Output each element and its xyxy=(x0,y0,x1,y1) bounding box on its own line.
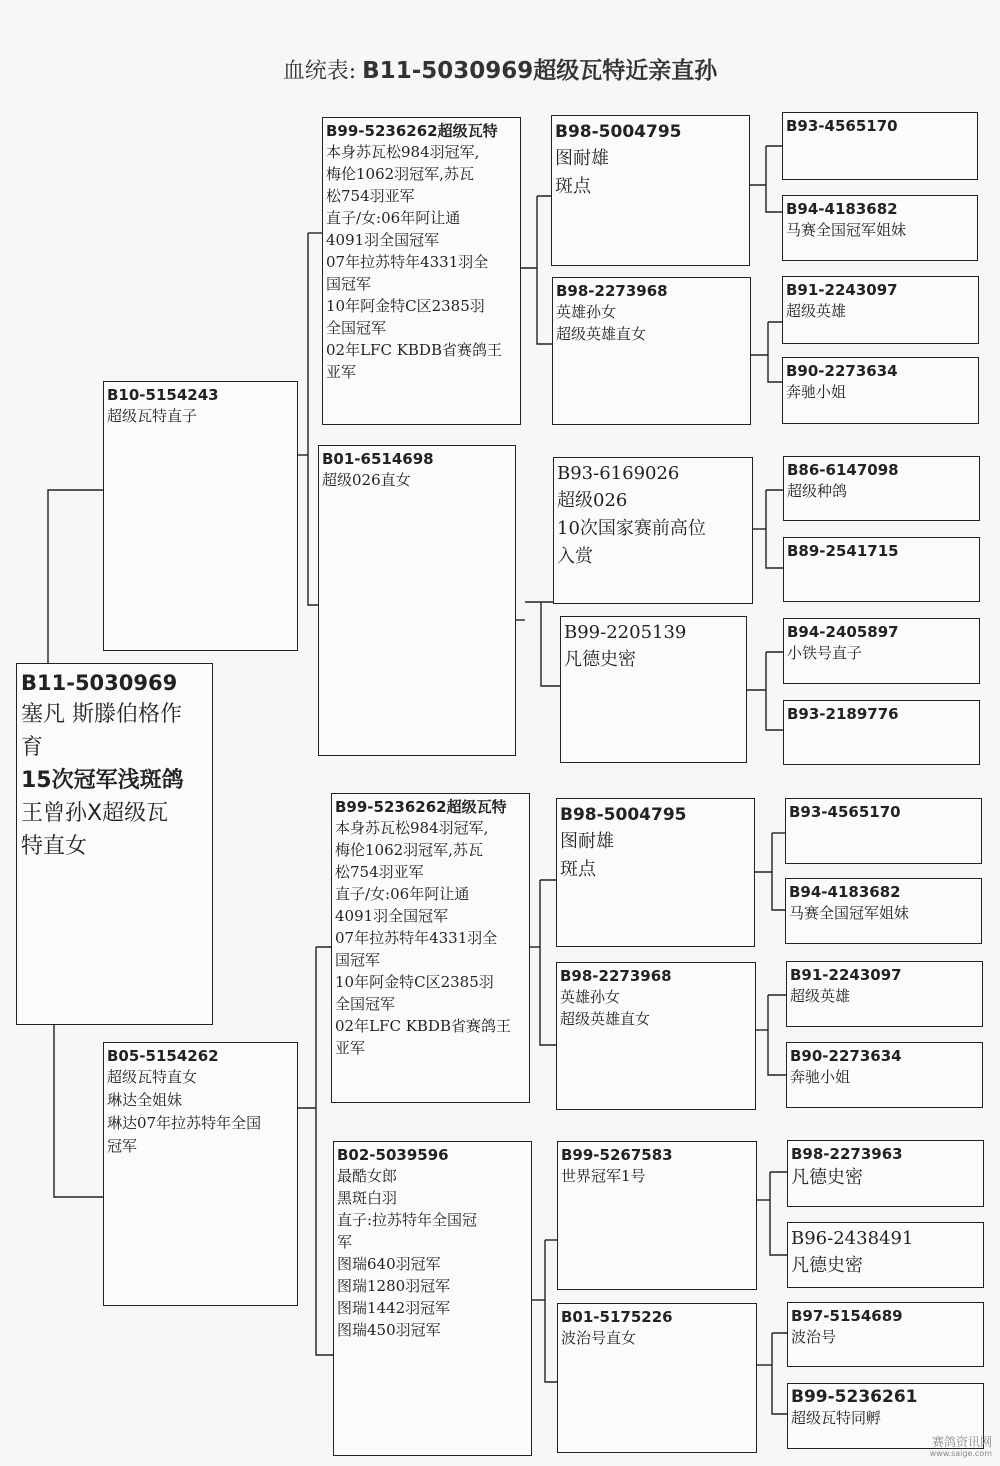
ring-number: B93-6169026 xyxy=(557,463,680,484)
info-line: 梅伦1062羽冠军,苏瓦 xyxy=(335,841,483,859)
info-line: 超级瓦特直子 xyxy=(107,407,198,425)
info-line: 奔驰小姐 xyxy=(790,1068,851,1086)
site-watermark xyxy=(930,1436,992,1460)
ring-number: B99-2205139 xyxy=(564,622,687,643)
info-line: 10次国家赛前高位 xyxy=(557,518,706,539)
info-line: 黑斑白羽 xyxy=(337,1189,398,1207)
info-line: 亚军 xyxy=(326,363,357,381)
info-line: 亚军 xyxy=(335,1039,366,1057)
ring-number: B99-5236261 xyxy=(791,1387,918,1407)
pedigree-ggp-2 xyxy=(552,277,751,425)
info-line: 小铁号直子 xyxy=(787,644,863,662)
pedigree-ggp-7 xyxy=(557,1141,757,1290)
info-line: 琳达全姐妹 xyxy=(107,1091,183,1109)
info-line: 超级026直女 xyxy=(322,471,411,489)
info-line: 图瑞450羽冠军 xyxy=(337,1321,441,1339)
watermark-url: www.saige.com xyxy=(929,1449,992,1458)
pedigree-ggp-3 xyxy=(553,457,753,604)
info-line: 直子:拉苏特年全国冠 xyxy=(337,1211,478,1229)
pedigree-gggp-11 xyxy=(786,961,983,1027)
info-line: 图瑞1280羽冠军 xyxy=(337,1277,451,1295)
ring-number: B01-5175226 xyxy=(561,1308,673,1326)
ring-number: B10-5154243 xyxy=(107,386,219,404)
ring-number: B91-2243097 xyxy=(790,966,902,984)
info-line: 马赛全国冠军姐妹 xyxy=(786,221,907,239)
watermark-name: 赛鸽资讯网 xyxy=(931,1435,992,1449)
ring-number: B11-5030969 xyxy=(21,671,178,695)
info-line: 凡德史密 xyxy=(791,1255,863,1276)
info-line: 图瑞1442羽冠军 xyxy=(337,1299,451,1317)
ring-number: B98-5004795 xyxy=(555,122,682,142)
ring-number: B98-2273968 xyxy=(560,967,672,985)
ring-number: B99-5236262超级瓦特 xyxy=(326,122,498,140)
info-line: 斑点 xyxy=(560,859,596,880)
pedigree-sire-sire xyxy=(322,117,521,425)
ring-number: B01-6514698 xyxy=(322,450,434,468)
info-line: 超级英雄直女 xyxy=(556,325,647,343)
ring-number: B90-2273634 xyxy=(786,362,898,380)
info-line: 超级瓦特同孵 xyxy=(791,1409,882,1427)
title-prefix: 血统表: xyxy=(282,59,357,84)
info-line: 凡德史密 xyxy=(791,1167,863,1188)
info-line: 奔驰小姐 xyxy=(786,383,847,401)
pedigree-ggp-6 xyxy=(556,962,756,1110)
pedigree-gggp-2 xyxy=(782,195,978,261)
ring-number: B97-5154689 xyxy=(791,1307,903,1325)
pedigree-ggp-1 xyxy=(551,115,750,266)
info-line: 15次冠军浅斑鸽 xyxy=(21,768,184,793)
info-line: 全国冠军 xyxy=(335,995,396,1013)
info-line: 最酷女郎 xyxy=(337,1167,398,1185)
info-line: 波治号直女 xyxy=(561,1329,637,1347)
pedigree-gggp-14 xyxy=(787,1222,984,1288)
info-line: 07年拉苏特年4331羽全 xyxy=(326,253,489,271)
ring-number: B96-2438491 xyxy=(791,1228,914,1249)
info-line: 本身苏瓦松984羽冠军, xyxy=(326,143,480,161)
ring-number: B99-5236262超级瓦特 xyxy=(335,798,507,816)
info-line: 超级英雄 xyxy=(786,302,847,320)
pedigree-gggp-3 xyxy=(782,276,979,344)
pedigree-gggp-6 xyxy=(783,537,980,602)
info-line: 07年拉苏特年4331羽全 xyxy=(335,929,498,947)
info-line: 本身苏瓦松984羽冠军, xyxy=(335,819,489,837)
pedigree-dam-sire xyxy=(331,793,530,1103)
ring-number: B93-4565170 xyxy=(786,117,898,135)
info-line: 冠军 xyxy=(107,1137,138,1155)
pedigree-sire-dam xyxy=(318,445,516,756)
ring-number: B89-2541715 xyxy=(787,542,899,560)
info-line: 波治号 xyxy=(791,1328,837,1346)
info-line: 4091羽全国冠军 xyxy=(326,231,440,249)
info-line: 育 xyxy=(21,735,44,760)
pedigree-dam xyxy=(103,1042,298,1306)
pedigree-gggp-13 xyxy=(787,1140,984,1207)
info-line: 02年LFC KBDB省赛鸽王 xyxy=(335,1017,511,1035)
info-line: 马赛全国冠军姐妹 xyxy=(789,904,910,922)
info-line: 世界冠军1号 xyxy=(561,1167,646,1185)
info-line: 超级种鸽 xyxy=(787,482,848,500)
info-line: 02年LFC KBDB省赛鸽王 xyxy=(326,341,502,359)
pedigree-gggp-12 xyxy=(786,1042,983,1108)
pedigree-gggp-4 xyxy=(782,357,979,424)
info-line: 凡德史密 xyxy=(564,649,636,670)
info-line: 10年阿金特C区2385羽 xyxy=(326,297,485,315)
ring-number: B94-4183682 xyxy=(789,883,901,901)
pedigree-gggp-8 xyxy=(783,700,980,765)
info-line: 国冠军 xyxy=(326,275,372,293)
info-line: 10年阿金特C区2385羽 xyxy=(335,973,494,991)
pedigree-subject xyxy=(16,663,213,1025)
info-line: 斑点 xyxy=(555,176,591,197)
info-line: 国冠军 xyxy=(335,951,381,969)
info-line: 超级瓦特直女 xyxy=(107,1068,198,1086)
info-line: 全国冠军 xyxy=(326,319,387,337)
pedigree-ggp-4 xyxy=(560,616,747,763)
ring-number: B90-2273634 xyxy=(790,1047,902,1065)
info-line: 直子/女:06年阿让通 xyxy=(326,209,461,227)
ring-number: B93-2189776 xyxy=(787,705,899,723)
pedigree-gggp-5 xyxy=(783,456,980,521)
info-line: 图耐雄 xyxy=(560,831,614,852)
ring-number: B93-4565170 xyxy=(789,803,901,821)
info-line: 琳达07年拉苏特年全国 xyxy=(107,1114,262,1132)
info-line: 图耐雄 xyxy=(555,148,609,169)
info-line: 松754羽亚军 xyxy=(335,863,424,881)
info-line: 英雄孙女 xyxy=(560,988,621,1006)
info-line: 军 xyxy=(337,1233,353,1251)
pedigree-gggp-15 xyxy=(787,1302,984,1367)
info-line: 超级英雄 xyxy=(790,987,851,1005)
info-line: 超级英雄直女 xyxy=(560,1010,651,1028)
info-line: 梅伦1062羽冠军,苏瓦 xyxy=(326,165,474,183)
info-line: 4091羽全国冠军 xyxy=(335,907,449,925)
ring-number: B98-2273963 xyxy=(791,1145,903,1163)
pedigree-sire xyxy=(103,381,298,651)
title-code: B11-5030969超级瓦特近亲直孙 xyxy=(362,58,718,84)
info-line: 图瑞640羽冠军 xyxy=(337,1255,441,1273)
info-line: 王曾孙X超级瓦 xyxy=(21,801,169,826)
ring-number: B86-6147098 xyxy=(787,461,899,479)
ring-number: B98-2273968 xyxy=(556,282,668,300)
info-line: 松754羽亚军 xyxy=(326,187,415,205)
info-line: 直子/女:06年阿让通 xyxy=(335,885,470,903)
pedigree-gggp-7 xyxy=(783,618,980,684)
pedigree-dam-dam xyxy=(333,1141,532,1456)
info-line: 特直女 xyxy=(21,834,88,859)
info-line: 入赏 xyxy=(557,546,593,567)
ring-number: B05-5154262 xyxy=(107,1047,219,1065)
pedigree-ggp-5 xyxy=(556,798,755,947)
ring-number: B99-5267583 xyxy=(561,1146,673,1164)
ring-number: B94-4183682 xyxy=(786,200,898,218)
ring-number: B98-5004795 xyxy=(560,805,687,825)
pedigree-ggp-8 xyxy=(557,1303,757,1453)
ring-number: B02-5039596 xyxy=(337,1146,449,1164)
pedigree-gggp-1 xyxy=(782,112,978,180)
ring-number: B91-2243097 xyxy=(786,281,898,299)
pedigree-gggp-10 xyxy=(785,878,982,944)
info-line: 英雄孙女 xyxy=(556,303,617,321)
info-line: 塞凡 斯滕伯格作 xyxy=(21,702,182,727)
ring-number: B94-2405897 xyxy=(787,623,899,641)
pedigree-gggp-9 xyxy=(785,798,982,864)
info-line: 超级026 xyxy=(557,490,628,511)
